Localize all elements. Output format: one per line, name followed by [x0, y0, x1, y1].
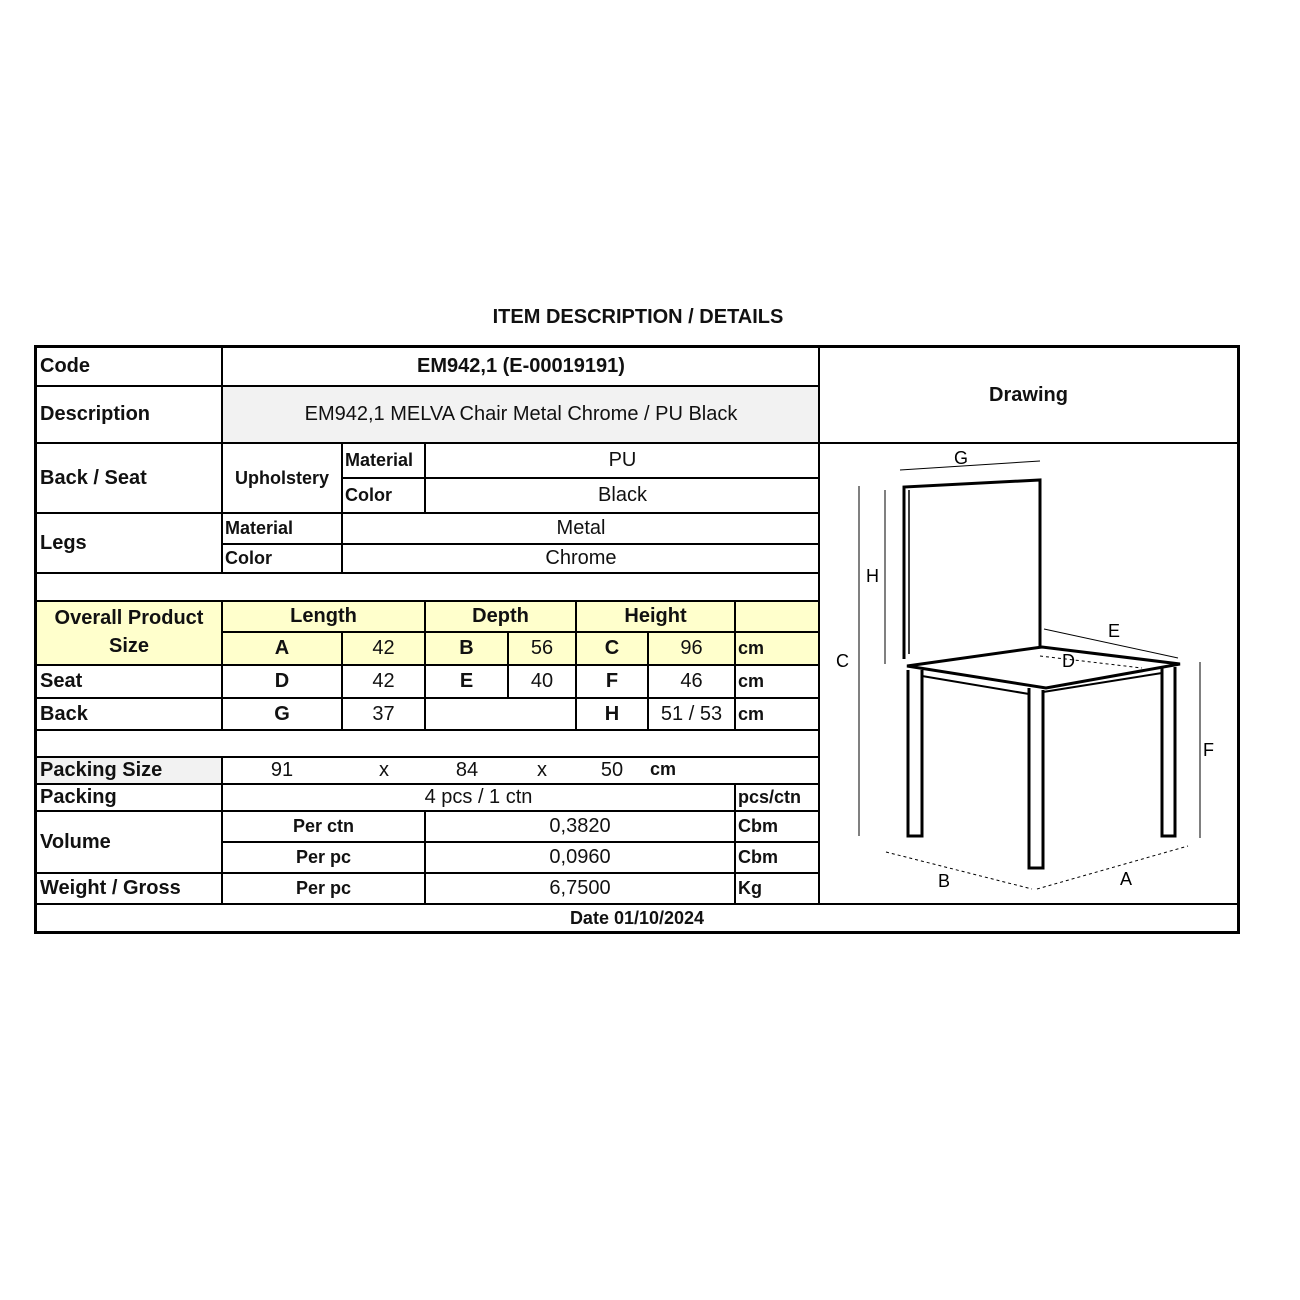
packing-value: 4 pcs / 1 ctn — [424, 786, 533, 808]
dim-b-value: 56 — [530, 637, 554, 659]
overall-size-label-line1: Overall Product — [54, 606, 204, 629]
weight-label: Weight / Gross — [40, 877, 181, 899]
dim-d-value: 42 — [372, 670, 395, 692]
rule — [734, 784, 736, 903]
dim-f-label: F — [605, 670, 619, 692]
packing-times-1: x — [379, 759, 389, 781]
chair-front-left-leg — [908, 670, 922, 836]
rule — [734, 601, 736, 729]
date-footer: Date 01/10/2024 — [569, 907, 705, 928]
drawing-label: Drawing — [989, 383, 1068, 406]
weight-unit: Kg — [738, 878, 762, 898]
back-unit: cm — [738, 703, 765, 724]
legs-label: Legs — [40, 531, 87, 554]
volume-per-pc-label: Per pc — [295, 847, 352, 867]
description-value: EM942,1 MELVA Chair Metal Chrome / PU Black — [304, 403, 738, 425]
volume-label: Volume — [40, 830, 111, 853]
height-header: Height — [624, 605, 687, 627]
description-label: Description — [40, 403, 151, 425]
chair-rear-right-leg — [1162, 667, 1175, 836]
dim-d-label: D — [274, 670, 290, 692]
chair-front-right-leg — [1029, 688, 1043, 868]
packing-width: 84 — [455, 759, 479, 781]
dim-g-value: 37 — [372, 702, 395, 725]
dim-h-label: H — [604, 702, 620, 725]
dim-a-label: A — [274, 637, 290, 659]
overall-unit: cm — [738, 638, 765, 658]
dim-c-value: 96 — [680, 637, 703, 659]
chair-back-frame — [904, 480, 1040, 659]
legs-color-label: Color — [225, 548, 272, 568]
volume-per-pc-value: 0,0960 — [549, 846, 611, 868]
volume-per-pc-unit: Cbm — [738, 847, 778, 867]
legs-material-value: Metal — [556, 517, 606, 539]
letter-a: A — [1120, 869, 1133, 889]
dim-h-value: 51 / 53 — [660, 702, 723, 725]
volume-per-ctn-unit: Cbm — [738, 816, 778, 836]
letter-g: G — [954, 448, 969, 468]
legs-material-label: Material — [225, 518, 294, 538]
dim-g-label: G — [274, 702, 290, 725]
dim-b-label: B — [459, 637, 474, 659]
back-label: Back — [40, 702, 88, 725]
dim-e-label: E — [459, 670, 474, 692]
length-header: Length — [290, 605, 357, 627]
code-label: Code — [40, 355, 90, 377]
upholstery-color-label: Color — [345, 485, 392, 505]
dim-f-value: 46 — [680, 670, 703, 692]
letter-h: H — [866, 566, 879, 586]
packing-times-2: x — [537, 759, 547, 781]
dim-e-value: 40 — [530, 670, 554, 692]
dim-b-line — [886, 852, 1032, 889]
packing-size-label: Packing Size — [40, 759, 163, 781]
chair-seat — [907, 647, 1180, 688]
seat-label: Seat — [40, 670, 83, 692]
dim-c-label: C — [604, 637, 620, 659]
legs-color-value: Chrome — [545, 547, 617, 569]
packing-length: 91 — [270, 759, 294, 781]
rule — [37, 572, 819, 574]
dim-g-line — [900, 461, 1040, 470]
packing-size-unit: cm — [650, 759, 677, 779]
letter-f: F — [1203, 740, 1214, 760]
letter-e: E — [1108, 621, 1121, 641]
upholstery-color-value: Black — [598, 484, 647, 506]
upholstery-material-label: Material — [345, 450, 414, 470]
letter-c: C — [836, 651, 849, 671]
letter-b: B — [938, 871, 951, 891]
chair-dimension-drawing — [822, 444, 1236, 902]
packing-unit: pcs/ctn — [738, 787, 802, 807]
upholstery-label: Upholstery — [234, 467, 330, 488]
weight-value: 6,7500 — [549, 877, 611, 899]
packing-label: Packing — [40, 786, 117, 808]
volume-per-ctn-value: 0,3820 — [549, 815, 611, 837]
rule — [37, 729, 819, 731]
packing-height: 50 — [600, 759, 624, 781]
back-seat-label: Back / Seat — [40, 466, 147, 489]
overall-size-label-line2: Size — [108, 634, 150, 657]
dim-a-value: 42 — [372, 637, 395, 659]
letter-d: D — [1062, 651, 1075, 671]
volume-per-ctn-label: Per ctn — [292, 816, 355, 836]
upholstery-material-value: PU — [608, 449, 637, 471]
weight-per-pc-label: Per pc — [295, 878, 352, 898]
sheet-title: ITEM DESCRIPTION / DETAILS — [492, 306, 784, 328]
depth-header: Depth — [472, 605, 529, 627]
seat-unit: cm — [738, 671, 765, 691]
dim-a-line — [1037, 846, 1188, 889]
code-value: EM942,1 (E-00019191) — [417, 355, 625, 377]
